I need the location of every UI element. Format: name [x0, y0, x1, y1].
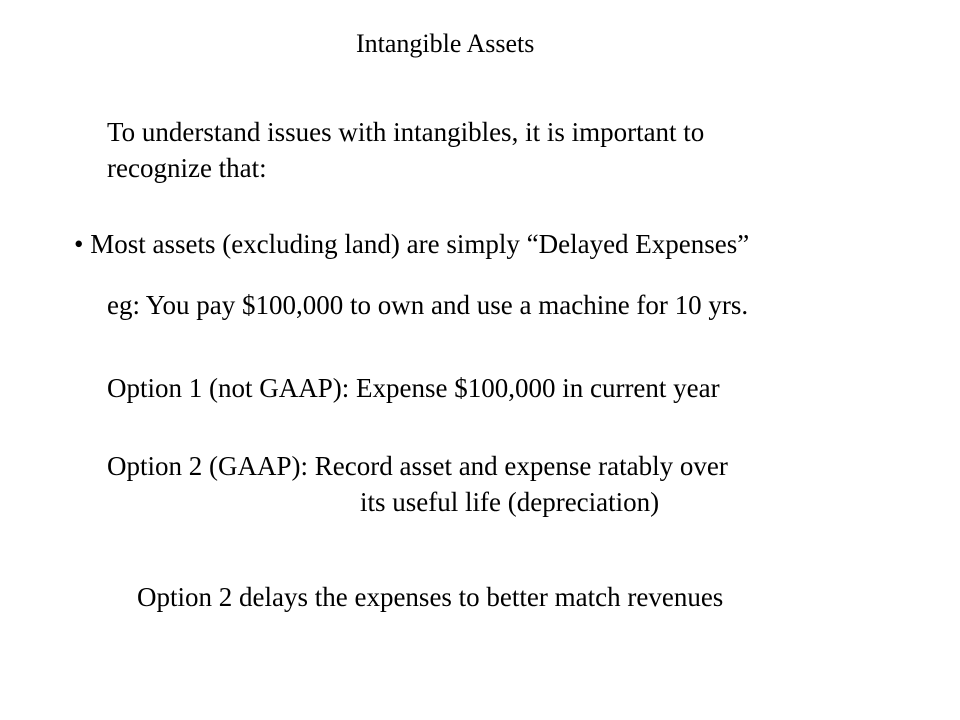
option-2-line-2: its useful life (depreciation)	[360, 487, 660, 517]
bullet-text: Most assets (excluding land) are simply “Delayed Expenses”	[90, 229, 750, 259]
example-text: eg: You pay $100,000 to own and use a machine for 10 yrs.	[107, 290, 749, 320]
conclusion-text: Option 2 delays the expenses to better match revenues	[137, 582, 724, 612]
option-1-text: Option 1 (not GAAP): Expense $100,000 in current year	[107, 373, 720, 403]
intro-line-1: To understand issues with intangibles, it is important to	[107, 117, 705, 147]
bullet-item	[74, 228, 749, 260]
slide-title: Intangible Assets	[356, 29, 535, 58]
bullet-marker: •	[74, 229, 84, 259]
option-2-line-1: Option 2 (GAAP): Record asset and expense ratably over	[107, 451, 728, 481]
intro-line-2: recognize that:	[107, 153, 267, 183]
